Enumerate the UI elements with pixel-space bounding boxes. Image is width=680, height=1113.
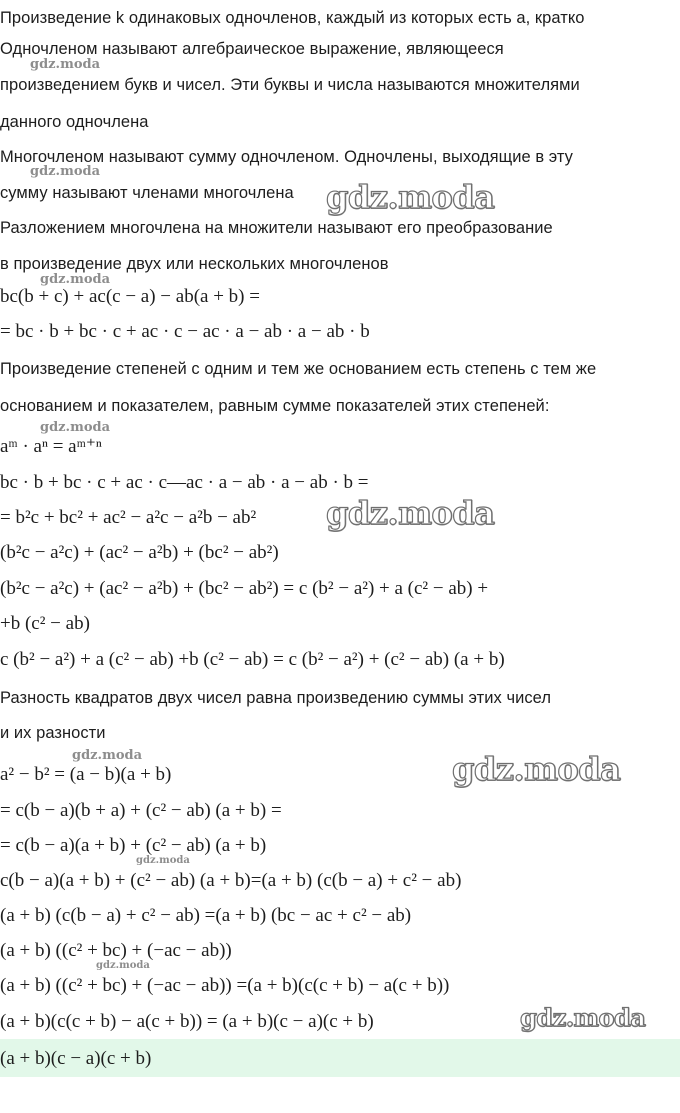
math-line: (b²c − a²c) + (ac² − a²b) + (bc² − ab²) = c (b² − a²) + a (c² − ab) +: [0, 578, 489, 599]
text-line: Одночленом называют алгебраическое выражение, являющееся: [0, 40, 504, 58]
text-line: произведением букв и чисел. Эти буквы и числа называются множителями: [0, 76, 580, 94]
text-line: в произведение двух или нескольких многочленов: [0, 255, 389, 273]
math-line: a² − b² = (a − b)(a + b): [0, 764, 172, 785]
watermark: gdz.moda: [30, 57, 101, 72]
watermark: gdz.moda: [520, 1003, 646, 1032]
text-line: основанием и показателем, равным сумме показателей этих степеней:: [0, 397, 550, 415]
text-line: Произведение k одинаковых одночленов, каждый из которых есть a, кратко: [0, 9, 585, 27]
watermark: gdz.moda: [40, 272, 111, 287]
math-line: (a + b) (c(b − a) + c² − ab) =(a + b) (bc − ac + c² − ab): [0, 905, 412, 926]
text-line: Многочленом называют сумму одночленом. Одночлены, выходящие в эту: [0, 148, 573, 166]
math-line: = bc · b + bc · c + ac · c − ac · a − ab · a − ab · b: [0, 321, 370, 342]
math-line: c(b − a)(a + b) + (c² − ab) (a + b)=(a + b) (c(b − a) + c² − ab): [0, 870, 462, 891]
math-line: (a + b)(c(c + b) − a(c + b)) = (a + b)(c − a)(c + b): [0, 1011, 374, 1032]
math-line: (a + b) ((c² + bc) + (−ac − ab)): [0, 940, 232, 961]
watermark: gdz.moda: [326, 178, 495, 216]
watermark: gdz.moda: [136, 855, 190, 866]
text-line: данного одночлена: [0, 113, 149, 131]
text-line: и их разности: [0, 724, 106, 742]
watermark: gdz.moda: [72, 748, 143, 763]
watermark: gdz.moda: [96, 960, 150, 971]
watermark: gdz.moda: [326, 494, 495, 532]
answer-line: (a + b)(c − a)(c + b): [0, 1048, 152, 1069]
watermark: gdz.moda: [40, 420, 111, 435]
watermark: gdz.moda: [30, 164, 101, 179]
math-line: (a + b) ((c² + bc) + (−ac − ab)) =(a + b)(c(c + b) − a(c + b)): [0, 975, 450, 996]
math-line: = c(b − a)(b + a) + (c² − ab) (a + b) =: [0, 800, 282, 821]
text-line: Разложением многочлена на множители называют его преобразование: [0, 219, 553, 237]
text-line: сумму называют членами многочлена: [0, 184, 294, 202]
math-line: bc(b + c) + ac(c − a) − ab(a + b) =: [0, 286, 260, 307]
math-line: = c(b − a)(a + b) + (c² − ab) (a + b): [0, 835, 267, 856]
text-line: Произведение степеней с одним и тем же основанием есть степень с тем же: [0, 360, 597, 378]
math-line: aᵐ · aⁿ = aᵐ⁺ⁿ: [0, 436, 102, 457]
math-line: +b (c² − ab): [0, 613, 90, 634]
math-line: = b²c + bc² + ac² − a²c − a²b − ab²: [0, 507, 257, 528]
math-line: (b²c − a²c) + (ac² − a²b) + (bc² − ab²): [0, 542, 279, 563]
watermark: gdz.moda: [452, 750, 621, 788]
text-line: Разность квадратов двух чисел равна произведению суммы этих чисел: [0, 689, 552, 707]
math-line: c (b² − a²) + a (c² − ab) +b (c² − ab) = c (b² − a²) + (c² − ab) (a + b): [0, 649, 505, 670]
math-line: bc · b + bc · c + ac · c—ac · a − ab · a − ab · b =: [0, 472, 369, 493]
